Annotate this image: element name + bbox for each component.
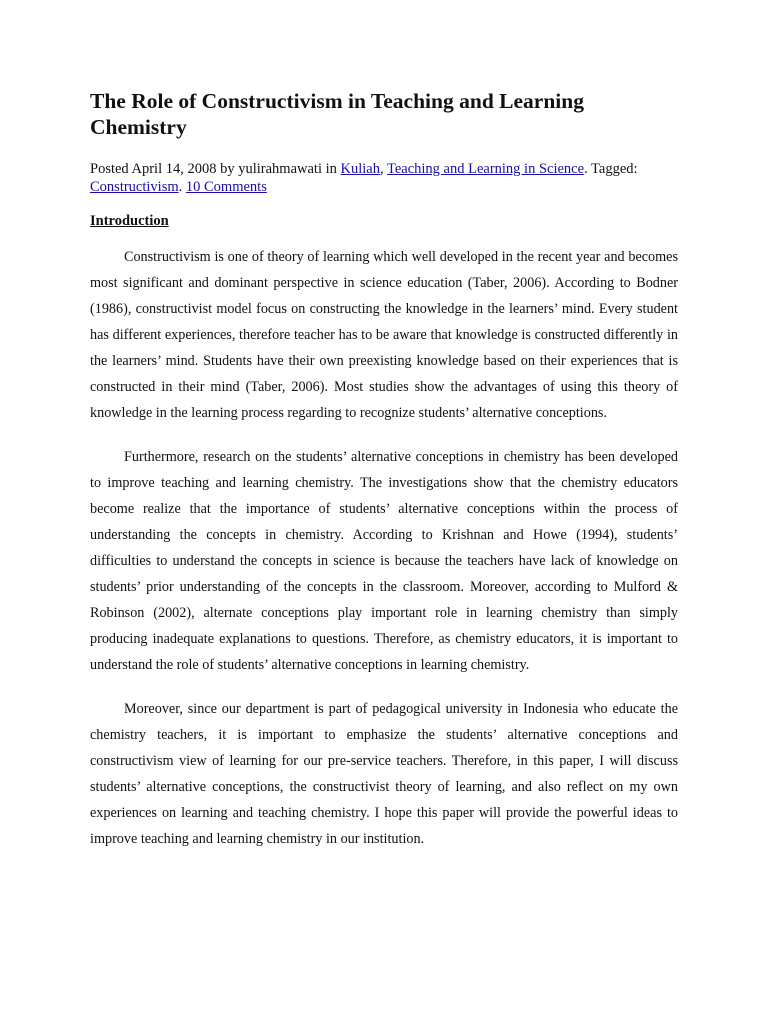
category-separator: , — [379, 161, 387, 177]
paragraph: Constructivism is one of theory of learning which well developed in the recent year and becomes most significant and dominant perspective in science education (Taber, 2006). According to Bodner (1986), constructivist model focus on constructing the knowledge in the learners’ mind. Every student has different experiences, therefore teacher has to be aware that knowledge is constructed differently in the learners’ mind. Students have their own preexisting knowledge based on their experiences that is constructed in their mind (Taber, 2006). Most studies show the advantages of using this theory of knowledge in the learning process regarding to recognize students’ alternative conceptions. — [90, 249, 678, 421]
comments-link[interactable]: 10 Comments — [185, 179, 267, 195]
category-link-kuliah[interactable]: Kuliah — [340, 161, 380, 177]
posted-info: Posted April 14, 2008 by yulirahmawati in — [90, 161, 341, 177]
document-page — [90, 88, 678, 852]
section-heading-introduction: Introduction — [90, 213, 169, 229]
tag-link-constructivism[interactable]: Constructivism — [90, 179, 179, 195]
paragraph: Moreover, since our department is part of pedagogical university in Indonesia who educate the chemistry teachers, it is important to emphasize the students’ alternative conceptions and constructivism view of learning for our pre-service teachers. Therefore, in this paper, I will discuss students’ alternative conceptions, the constructivist theory of learning, and also reflect on my own experiences on learning and teaching chemistry. I hope this paper will provide the powerful ideas to improve teaching and learning chemistry in our institution. — [90, 701, 678, 847]
paragraph: Furthermore, research on the students’ alternative conceptions in chemistry has been developed to improve teaching and learning chemistry. The investigations show that the chemistry educators become realize that the importance of students’ alternative conceptions within the process of understanding the concepts in chemistry. According to Krishnan and Howe (1994), students’ difficulties to understand the concepts in science is because the teachers have lack of knowledge on students’ prior understanding of the concepts in the classroom. Moreover, according to Mulford & Robinson (2002), alternate conceptions play important role in learning chemistry than simply producing inadequate explanations to questions. Therefore, as chemistry educators, it is important to understand the role of students’ alternative conceptions in learning chemistry. — [90, 449, 678, 673]
tag-separator: . — [178, 179, 186, 195]
document-title: The Role of Constructivism in Teaching and Learning Chemistry — [90, 89, 584, 139]
post-meta — [90, 160, 678, 196]
category-link-teaching-learning-science[interactable]: Teaching and Learning in Science — [386, 161, 585, 177]
tagged-label: . Tagged: — [584, 161, 638, 177]
